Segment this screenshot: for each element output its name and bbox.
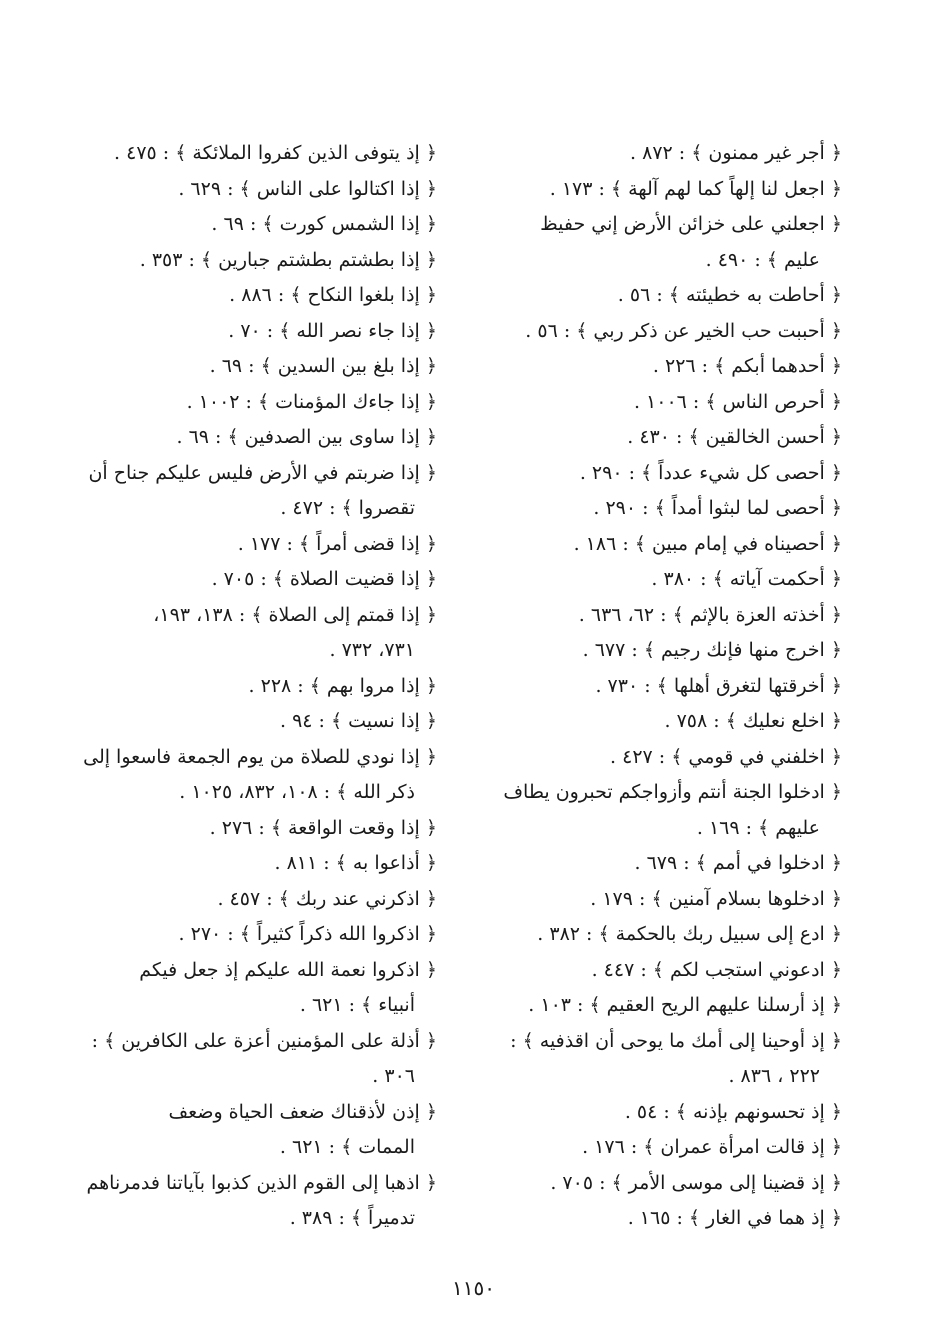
index-entry-text: ﴿ إذا قمتم إلى الصلاة ﴾ : ١٣٨، ١٩٣،	[153, 603, 437, 626]
index-entry-text: ﴿ أحصى لما لبثوا أمداً ﴾ : ٢٩٠ .	[593, 497, 842, 519]
index-entry	[462, 349, 842, 385]
index-entry	[57, 669, 437, 705]
index-entry-text: ﴿ أحرص الناس ﴾ : ١٠٠٦ .	[633, 390, 842, 413]
index-entry-text: ﴿ اخلع نعليك ﴾ : ٧٥٨ .	[664, 710, 842, 732]
index-entry-text: ﴿ ادخلوا في أمم ﴾ : ٦٧٩ .	[634, 852, 842, 874]
index-entry-text: ﴿ إذ أرسلنا عليهم الريح العقيم ﴾ : ١٠٣ .	[528, 994, 842, 1016]
index-entry-text: ﴿ أحببت حب الخير عن ذكر ربي ﴾ : ٥٦ .	[525, 319, 842, 342]
index-entry	[462, 917, 842, 953]
index-entry	[57, 136, 437, 172]
index-entry	[462, 136, 842, 172]
index-entry	[462, 846, 842, 882]
index-entry-text: ﴿ ادخلوا الجنة أنتم وأزواجكم تحبرون يطاف	[503, 781, 842, 803]
index-entry-text: ﴿ أحسن الخالقين ﴾ : ٤٣٠ .	[627, 426, 842, 448]
index-entry	[462, 1130, 842, 1166]
index-entry-continuation: ٧٣١، ٧٣٢ .	[329, 639, 415, 661]
index-entry	[57, 562, 437, 598]
index-entry-text: ﴿ اذهبا إلى القوم الذين كذبوا بآياتنا فدمرناهم	[86, 1171, 437, 1194]
index-entry-text: ﴿ ادع إلى سبيل ربك بالحكمة ﴾ : ٣٨٢ .	[537, 923, 842, 945]
index-entry	[462, 1024, 842, 1095]
index-entry-continuation: عليهم ﴾ : ١٦٩ .	[696, 816, 820, 839]
index-entry-text: ﴿ أخرقتها لتغرق أهلها ﴾ : ٧٣٠ .	[595, 674, 842, 697]
page-number: ١١٥٠	[452, 1276, 495, 1300]
index-entry-text: ﴿ إذا ضربتم في الأرض فليس عليكم جناح أن	[88, 461, 437, 484]
index-entry-text: ﴿ إذ قضينا إلى موسى الأمر ﴾ : ٧٠٥ .	[550, 1171, 842, 1194]
index-entry	[57, 598, 437, 669]
index-entry-text: ﴿ أذاعوا به ﴾ : ٨١١ .	[274, 852, 437, 874]
index-entry	[57, 704, 437, 740]
index-entry	[57, 243, 437, 279]
index-entry-text: ﴿ إذا مروا بهم ﴾ : ٢٢٨ .	[248, 674, 437, 697]
index-entry-text: ﴿ اذكروا نعمة الله عليكم إذ جعل فيكم	[139, 958, 437, 981]
index-entry	[462, 491, 842, 527]
index-entry	[57, 527, 437, 563]
index-entry-continuation: ٣٠٦ .	[372, 1065, 415, 1087]
index-entry	[462, 1166, 842, 1202]
index-entry-text: ﴿ إذا بطشتم بطشتم جبارين ﴾ : ٣٥٣ .	[139, 248, 437, 271]
index-entry-continuation: ذكر الله ﴾ : ١٠٨، ٨٣٢، ١٠٢٥ .	[179, 781, 415, 803]
index-entry	[462, 598, 842, 634]
index-entry	[57, 172, 437, 208]
index-column-left	[57, 136, 437, 1237]
index-entry-text: ﴿ إذا الشمس كورت ﴾ : ٦٩ .	[211, 213, 437, 235]
index-entry-text: ﴿ أحاطت به خطيئته ﴾ : ٥٦ .	[617, 284, 842, 306]
index-entry-text: ﴿ أخذته العزة بالإثم ﴾ : ٦٢، ٦٣٦ .	[578, 603, 842, 626]
index-entry	[462, 1095, 842, 1131]
index-entry-text: ﴿ إذا اكتالوا على الناس ﴾ : ٦٢٩ .	[178, 177, 437, 200]
index-entry	[57, 349, 437, 385]
index-entry	[462, 740, 842, 776]
index-entry-continuation: أنبياء ﴾ : ٦٢١ .	[299, 994, 415, 1016]
index-entry	[462, 775, 842, 846]
index-entry	[462, 278, 842, 314]
index-entry	[462, 1201, 842, 1237]
index-entry	[57, 882, 437, 918]
index-entry	[462, 669, 842, 705]
index-entry-text: ﴿ ادخلوها بسلام آمنين ﴾ : ١٧٩ .	[590, 887, 842, 910]
index-entry-text: ﴿ إذ يتوفى الذين كفروا الملائكة ﴾ : ٤٧٥ .	[114, 142, 437, 164]
index-entry-text: ﴿ إذ تحسونهم بإذنه ﴾ : ٥٤ .	[624, 1100, 842, 1123]
index-entry	[57, 953, 437, 1024]
index-entry-text: ﴿ أحصى كل شيء عدداً ﴾ : ٢٩٠ .	[579, 461, 842, 484]
index-entry-text: ﴿ إذا نودي للصلاة من يوم الجمعة فاسعوا إلى	[83, 745, 437, 768]
index-entry-text: ﴿ اجعلني على خزائن الأرض إني حفيظ	[540, 213, 842, 235]
index-column-right	[462, 136, 842, 1237]
index-entry-text: ﴿ اخرج منها فإنك رجيم ﴾ : ٦٧٧ .	[582, 639, 842, 661]
index-entry-text: ﴿ أذلة على المؤمنين أعزة على الكافرين ﴾ :	[91, 1029, 437, 1052]
index-entry-text: ﴿ أجر غير ممنون ﴾ : ٨٧٢ .	[630, 142, 842, 164]
index-entry	[57, 207, 437, 243]
index-entry-continuation: الممات ﴾ : ٦٢١ .	[279, 1136, 415, 1158]
index-entry	[57, 1024, 437, 1095]
index-entry-continuation: تقصروا ﴾ : ٤٧٢ .	[280, 497, 415, 519]
index-entry	[462, 207, 842, 278]
index-entry-text: ﴿ إذا جاءك المؤمنات ﴾ : ١٠٠٢ .	[186, 390, 437, 413]
index-entry	[462, 456, 842, 492]
index-entry-continuation: ٢٢٢ ، ٨٣٦ .	[728, 1065, 820, 1087]
index-entry	[462, 704, 842, 740]
index-entry	[462, 633, 842, 669]
index-entry	[462, 314, 842, 350]
index-entry	[462, 953, 842, 989]
index-entry	[57, 385, 437, 421]
index-entry-text: ﴿ أحكمت آياته ﴾ : ٣٨٠ .	[651, 568, 842, 590]
index-entry	[462, 527, 842, 563]
index-entry-text: ﴿ إذ هما في الغار ﴾ : ١٦٥ .	[627, 1207, 842, 1229]
index-entry-continuation: تدميراً ﴾ : ٣٨٩ .	[289, 1207, 415, 1229]
index-entry-text: ﴿ إذا ساوى بين الصدفين ﴾ : ٦٩ .	[176, 426, 437, 448]
index-entry-text: ﴿ إذن لأذقناك ضعف الحياة وضعف	[168, 1100, 437, 1123]
index-entry-text: ﴿ أحصيناه في إمام مبين ﴾ : ١٨٦ .	[573, 532, 842, 555]
index-entry	[462, 420, 842, 456]
index-entry	[57, 278, 437, 314]
index-entry-text: ﴿ إذا وقعت الواقعة ﴾ : ٢٧٦ .	[209, 816, 437, 839]
index-entry	[462, 988, 842, 1024]
index-entry	[462, 562, 842, 598]
index-entry-text: ﴿ اخلفني في قومي ﴾ : ٤٢٧ .	[610, 745, 842, 768]
index-entry-text: ﴿ ادعوني استجب لكم ﴾ : ٤٤٧ .	[591, 958, 842, 981]
index-entry	[462, 385, 842, 421]
index-entry-text: ﴿ إذا بلغوا النكاح ﴾ : ٨٨٦ .	[229, 284, 437, 306]
index-entry-text: ﴿ إذ قالت امرأة عمران ﴾ : ١٧٦ .	[582, 1136, 842, 1158]
index-entry	[57, 1166, 437, 1237]
index-entry	[462, 882, 842, 918]
index-entry	[57, 314, 437, 350]
index-entry-text: ﴿ اذكروا الله ذكراً كثيراً ﴾ : ٢٧٠ .	[178, 923, 437, 945]
index-entry-text: ﴿ إذا قضى أمراً ﴾ : ١٧٧ .	[237, 532, 437, 555]
index-entry	[57, 917, 437, 953]
index-entry-text: ﴿ إذا بلغ بين السدين ﴾ : ٦٩ .	[209, 355, 437, 377]
index-entry-text: ﴿ إذا نسيت ﴾ : ٩٤ .	[279, 710, 437, 732]
index-entry	[57, 1095, 437, 1166]
index-entry-text: ﴿ إذا قضيت الصلاة ﴾ : ٧٠٥ .	[211, 568, 437, 590]
index-entry	[57, 456, 437, 527]
index-entry-text: ﴿ أحدهما أبكم ﴾ : ٢٢٦ .	[652, 355, 842, 377]
index-entry	[57, 740, 437, 811]
index-entry-text: ﴿ إذا جاء نصر الله ﴾ : ٧٠ .	[228, 319, 437, 342]
index-entry-continuation: عليم ﴾ : ٤٩٠ .	[705, 248, 820, 271]
index-entry-text: ﴿ إذ أوحينا إلى أمك ما يوحى أن اقذفيه ﴾ :	[510, 1029, 842, 1052]
index-entry	[57, 420, 437, 456]
index-entry	[57, 811, 437, 847]
index-entry-text: ﴿ اذكرني عند ربك ﴾ : ٤٥٧ .	[217, 887, 437, 910]
index-entry	[57, 846, 437, 882]
index-entry-text: ﴿ اجعل لنا إلهاً كما لهم آلهة ﴾ : ١٧٣ .	[549, 177, 842, 200]
index-entry	[462, 172, 842, 208]
